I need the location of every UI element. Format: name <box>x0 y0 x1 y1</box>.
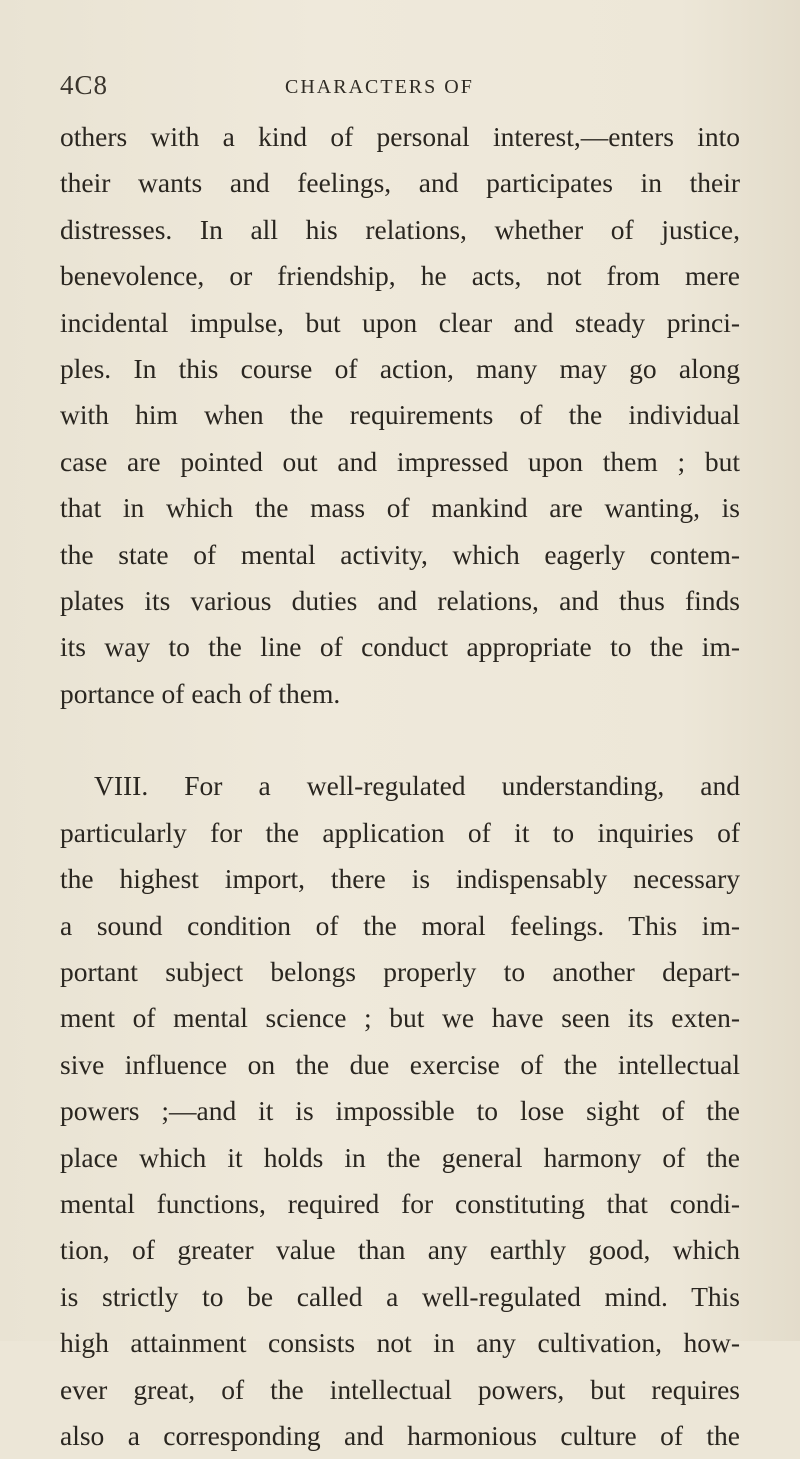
text-line: the highest import, there is indispensably necessary <box>60 863 740 895</box>
body-text <box>60 114 740 1459</box>
text-line: case are pointed out and impressed upon them ; but <box>60 445 740 477</box>
text-line: a sound condition of the moral feelings. This im- <box>60 909 740 941</box>
text-line: benevolence, or friendship, he acts, not from mere <box>60 260 740 292</box>
text-line: incidental impulse, but upon clear and steady princi- <box>60 306 740 338</box>
text-line: also a corresponding and harmonious culture of the <box>60 1419 740 1451</box>
text-line: that in which the mass of mankind are wanting, is <box>60 492 740 524</box>
paragraph-gap <box>60 717 740 763</box>
text-line: distresses. In all his relations, whether of justice, <box>60 213 740 245</box>
text-line: portant subject belongs properly to another depart- <box>60 956 740 988</box>
text-line: the state of mental activity, which eagerly contem- <box>60 538 740 570</box>
text-line: ever great, of the intellectual powers, but requires <box>60 1373 740 1405</box>
text-line: VIII. For a well-regulated understanding, and <box>94 770 740 802</box>
text-line: particularly for the application of it to inquiries of <box>60 816 740 848</box>
text-line: their wants and feelings, and participates in their <box>60 167 740 199</box>
text-line: sive influence on the due exercise of the intellectual <box>60 1048 740 1080</box>
paragraph-section-viii <box>60 763 740 1459</box>
text-line: tion, of greater value than any earthly good, which <box>60 1234 740 1266</box>
text-line: ment of mental science ; but we have seen its exten- <box>60 1002 740 1034</box>
page-header <box>60 70 740 110</box>
text-line: its way to the line of conduct appropriate to the im- <box>60 631 740 663</box>
text-line: is strictly to be called a well-regulated mind. This <box>60 1280 740 1312</box>
text-line: high attainment consists not in any cultivation, how- <box>60 1327 740 1359</box>
running-head: CHARACTERS OF <box>285 76 474 98</box>
text-line: portance of each of them. <box>60 677 341 709</box>
paragraph-continued <box>60 114 740 717</box>
text-line: powers ;—and it is impossible to lose sight of the <box>60 1095 740 1127</box>
text-line: others with a kind of personal interest,—enters into <box>60 121 740 152</box>
text-line: plates its various duties and relations, and thus finds <box>60 584 740 616</box>
page-number: 4C8 <box>60 70 109 100</box>
text-line: mental functions, required for constituting that condi- <box>60 1187 740 1219</box>
text-line: with him when the requirements of the individual <box>60 399 740 431</box>
text-line: ples. In this course of action, many may go along <box>60 352 740 384</box>
text-line: place which it holds in the general harmony of the <box>60 1141 740 1173</box>
